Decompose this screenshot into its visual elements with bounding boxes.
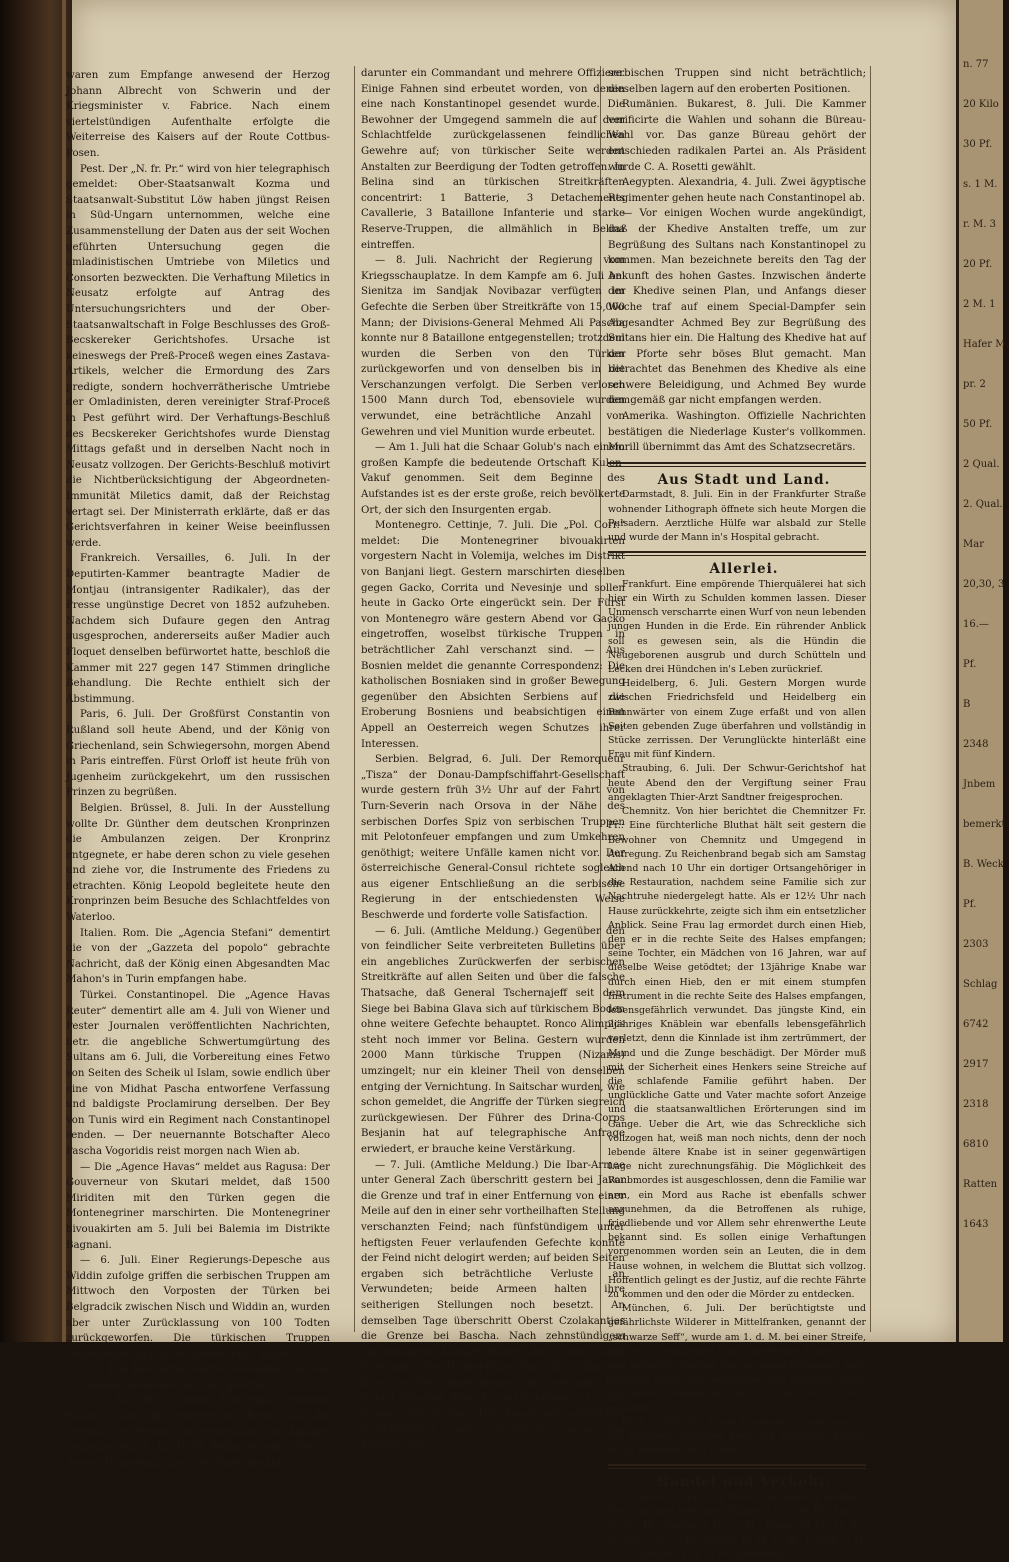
adjacent-page-fragment: 1643 xyxy=(963,1219,989,1230)
adjacent-page-fragment: 50 Pf. xyxy=(963,419,993,430)
article-paragraph: Bern, 7. Juli. Bei einem Eisenbahn-Zusammenstoß bei Palezieur, zwischen Bern und Lausanne, kamen sechs Personen um's Leben. xyxy=(608,1416,866,1457)
column-2 xyxy=(361,66,625,1452)
article-paragraph: — Die „Agence Havas“ meldet aus Ragusa: Der Gouverneur von Skutari meldet, daß 1500 Miriditen mit den Türken gegen die Montenegriner marschirten. Die Montenegriner bivouakirten am 5. Juli bei Balemia im Distrikte Bagnani. xyxy=(66,1161,330,1251)
adjacent-page-fragment: Mar xyxy=(963,539,984,550)
adjacent-page-fragment: B. Weck xyxy=(963,859,1004,870)
adjacent-page-fragment: Hafer M. xyxy=(963,339,1009,350)
section-title-handel-und-verkehr: Handel und Verkehr. xyxy=(656,1474,832,1491)
article-paragraph: Belgien. Brüssel, 8. Juli. In der Ausstellung wollte Dr. Günther dem deutschen Kronprinzen die Ambulanzen zeigen. Der Kronprinz entgegnete, er habe deren schon zu viele gesehen und ziehe vor, die Instrumente des Friedens zu betrachten. König Leopold begleitete heute den Kronprinzen beim Besuche des Schlachtfeldes von Waterloo. xyxy=(66,802,330,924)
column-3 xyxy=(608,66,866,1560)
adjacent-page-fragment: bemerkt xyxy=(963,819,1006,830)
article-paragraph: — 8. Juli. Nach einem Telegramm Mukhtar Pascha's über die Gefechte bei Belina sind die Verluste des Feindes viel erheblicher, als Anfangs geglaubt wurde. Im Dorfe Belina wurden 200, in dessen Umgebung über 700 Todte gezählt, xyxy=(66,1395,330,1469)
adjacent-page-fragment: s. 1 M. xyxy=(963,179,998,190)
article-paragraph: serbischen Truppen sind nicht beträchtlich; dieselben lagern auf den eroberten Positionen. xyxy=(608,68,866,95)
article-paragraph: darunter ein Commandant und mehrere Offiziere. Einige Fahnen sind erbeutet worden, von denen eine nach Konstantinopel gesendet wurde. Die Bewohner der Umgegend sammeln die auf dem Schlachtfelde zurückgelassenen feindlichen Gewehre auf; von türkischer Seite werden Anstalten zur Beerdigung der Todten getroffen. In Belina sind an türkischen Streitkräften concentrirt: 1 Batterie, 3 Detachements Cavallerie, 3 Bataillone Infanterie und starke Reserve-Truppen, die allmählich in Belina eintreffen. xyxy=(361,68,625,251)
article-paragraph: Montenegro. Cettinje, 7. Juli. Die „Pol. Corr.“ meldet: Die Montenegriner bivouakirten vorgestern Nacht in Volemija, welches im Distrikt von Banjani liegt. Gestern marschirten dieselben gegen Gacko, Corrita und Nevesinje und sollen heute in Gacko Orte eingerückt sein. Der Fürst von Montenegro wäre gestern Abend vor Gacko eingetroffen, woselbst türkische Truppen in beträchtlicher Zahl verschanzt sind. — Aus Bosnien meldet die genannte Correspondenz: Die katholischen Bosniaken sind in großer Bewegung gegenüber den Absichten Serbiens auf die Eroberung Bosniens und beabsichtigen einen Appell an Oesterreich wegen Schutzes ihrer Interessen. xyxy=(361,520,625,750)
adjacent-page-fragment: 20 Kilo xyxy=(963,99,999,110)
article-paragraph: Italien. Rom. Die „Agencia Stefani“ dementirt die von der „Gazzeta del popolo“ gebrachte Nachricht, daß der König einen Abgesandten Mac Mahon's in Turin empfangen habe. xyxy=(66,927,330,986)
adjacent-page-fragment: 20 Pf. xyxy=(963,259,993,270)
article-paragraph: Darmstadt, 8. Juli. Ein in der Frankfurter Straße wohnender Lithograph öffnete sich heute Morgen die Pulsadern. Aerztliche Hülfe war alsbald zur Stelle und wurde der Mann in's Hospital gebracht. xyxy=(608,489,866,544)
adjacent-page-fragment: Jnbem xyxy=(963,779,996,790)
adjacent-page-fragment: Pf. xyxy=(963,899,977,910)
adjacent-page-fragment: Ratten xyxy=(963,1179,998,1190)
column-divider xyxy=(354,66,355,1332)
article-paragraph: Pest. Der „N. fr. Pr.“ wird von hier telegraphisch gemeldet: Ober-Staatsanwalt Kozma und Staatsanwalt-Substitut Löw haben jüngst Reisen in Süd-Ungarn unternommen, welche eine Zusammenstellung der Daten aus der seit Wochen geführten Untersuchung gegen die omladinistischen Umtriebe von Miletics und Consorten bezweckten. Die Verhaftung Miletics in Neusatz erfolgte auf Antrag des Untersuchungsrichters und der Ober-Staatsanwaltschaft in Folge Beschlusses des Groß-Becskereker Gerichtshofes. Ursache ist keineswegs der Preß-Proceß wegen eines Zastava-Artikels, welcher die Ermordung des Zars predigte, sondern hochverrätherische Umtriebe der Omladinisten, deren vereinigter Straf-Proceß in Pest geführt wird. Der Verhaftungs-Beschluß des Becskereker Gerichtshofes wurde Dienstag Mittags gefaßt und in derselben Nacht noch in Neusatz vollzogen. Der Gerichts-Beschluß motivirt die Nichtberücksichtigung der Abgeordneten-Immunität Miletics damit, daß der Reichstag vertagt sei. Der Ministerrath erklärte, daß er das Gerichtsverfahren in keiner Weise beeinflussen werde. xyxy=(66,163,330,549)
section-title-allerlei: Allerlei. xyxy=(709,561,779,578)
article-paragraph: — 8. Juli. Nachricht der Regierung vom Kriegsschauplatze. In dem Kampfe am 6. Juli bei Sienitza im Sandjak Novibazar verfügten im Gefechte die Serben über Streitkräfte von 15,000 Mann; der Divisions-General Mehmed Ali Pascha konnte nur 8 Bataillone entgegenstellen; trotzdem wurden die Serben von den Türken zurückgeworfen und von denselben bis in die Verschanzungen verfolgt. Die Serben verloren 1500 Mann durch Tod, ebensoviele wurden verwundet, eine beträchtliche Anzahl von Gewehren und viel Munition wurde erbeutet. xyxy=(361,255,625,438)
adjacent-page-fragment: 6742 xyxy=(963,1019,989,1030)
article-paragraph: Rumänien. Bukarest, 8. Juli. Die Kammer verificirte die Wahlen und sohann die Büreau-Wahl vor. Das ganze Büreau gehört der entschieden radikalen Partei an. Als Präsident wurde C. A. Rosetti gewählt. xyxy=(608,99,866,173)
adjacent-page-fragment: Schlag xyxy=(963,979,998,990)
article-paragraph: München, 6. Juli. Der berüchtigtste und gefährlichste Wilderer in Mittelfranken, genannt der „schwarze Seff“, wurde am 1. d. M. bei einer Streife, die von 6 Gendarmen und 3 berittenen Ulanen nach ihm angestellt worden war, in einem Kornacker nach heftigem Widerstand erschossen. Ein Gendarm wurde bei dieser Gelegenheit durch einen Schrotschuß verwundet. xyxy=(608,1303,866,1414)
article-paragraph: — 6. Juli. Einer Regierungs-Depesche aus Widdin zufolge griffen die serbischen Truppen am Mittwoch den Vorposten der Türken bei Belgradcik zwischen Nisch und Widdin an, wurden aber unter Zurücklassung von 100 Todten zurückgeworfen. Die türkischen Truppen concentriren sich zu entscheidender Aktion. xyxy=(66,1255,330,1360)
article-paragraph: Aegypten. Alexandria, 4. Juli. Zwei ägyptische Regimenter gehen heute nach Constantinopel ab. xyxy=(608,177,866,204)
adjacent-page-fragment: 16.— xyxy=(963,619,989,630)
article-paragraph: — Am 1. Juli hat die Schaar Golub's nach einem großen Kampfe die bedeutende Ortschaft Kulen-Vakuf genommen. Seit dem Beginne des Aufstandes ist es der erste große, reich bevölkerte Ort, der sich den Insurgenten ergab. xyxy=(361,442,625,516)
adjacent-page-fragment: 2318 xyxy=(963,1099,989,1110)
adjacent-page-fragment: 2. Qual. xyxy=(963,499,1003,510)
article-paragraph: Grünberg, 8. Juli. Die Preise auf unserem heutigen Fruchtmarkte betragen: Waizen 11 M. 84 Pf.; Korn 9 M. 87 Pf.; Gerste 9 M. — Pf.; Hafer 10 M. 19 Pf.; Molter — M. — Pf.; Erbsen 10 M. 13 Pf.; Linsen — M. — Pf.; Samen 14 M. — Pf.; Kartoffeln xyxy=(608,1492,866,1560)
adjacent-page-fragment: 6810 xyxy=(963,1139,989,1150)
adjacent-page-fragment: 2348 xyxy=(963,739,989,750)
adjacent-page-fragment: 30 Pf. xyxy=(963,139,993,150)
adjacent-page-fragment: 20,30, 3 xyxy=(963,579,1005,590)
column-divider xyxy=(870,66,871,1332)
adjacent-page-fragment: r. M. 3 xyxy=(963,219,996,230)
article-paragraph: waren zum Empfange anwesend der Herzog Johann Albrecht von Schwerin und der Kriegsminister v. Fabrice. Nach einem viertelstündigen Aufenthalte erfolgte die Weiterreise des Kaisers auf der Route Cottbus-Posen. xyxy=(66,70,330,159)
article-paragraph: — 7. Juli. (Amtliche Meldung.) Die Ibar-Armee unter General Zach überschritt gestern bei Javor die Grenze und traf in einer Entfernung von einer Meile auf den in einer sehr vortheilhaften Stellung verschanzten Feind; nach fünfstündigem unter heftigsten Feuer verlaufenden Gefechte konnte der Feind nicht delogirt werden; auf beiden Seiten ergaben sich beträchtliche Verluste an Verwundeten; beide Armeen halten ihre seitherigen Stellungen noch besetzt. An demselben Tage überschritt Oberst Czolakanties die Grenze bei Bascha. Nach zehnstündigem hartnäckigem Kampfe flohen die Türken nach Novibazar. Die Türken-Kulas Raschka, Golia und Borca wurden eingenommen und verbrannt. Das Gebiet zwischen Raschka und Novibazar ist in der Gewalt der Serben. Das Feuer der serbischen Berg-Batterien erwies sich äußerst wirksam. Die Verluste der xyxy=(361,1159,625,1452)
article-paragraph: Serbien. Belgrad, 6. Juli. Der Remorqueur „Tisza“ der Donau-Dampfschiffahrt-Gesellschaft wurde gestern früh 3½ Uhr auf der Fahrt von Turn-Severin nach Orsova in der Nähe des serbischen Dorfes Spiz von serbischen Truppen mit Pelotonfeuer empfangen und zum Umkehren genöthigt; weitere Unfälle kamen nicht vor. Der österreichische General-Consul richtete sogleich aus eigener Entschließung an die serbische Regierung in der entschiedensten Weise Beschwerde und forderte volle Satisfaction. xyxy=(361,754,625,922)
adjacent-page-fragment: pr. 2 xyxy=(963,379,986,390)
adjacent-page-edge xyxy=(956,0,1009,1342)
adjacent-page-fragment: 2917 xyxy=(963,1059,989,1070)
article-paragraph: Türkei. Constantinopel. Die „Agence Havas Reuter“ dementirt alle am 4. Juli von Wiener und Pester Journalen veröffentlichten Nachrichten, betr. die angebliche Schwertumgürtung des Sultans am 6. Juli, die Vorbereitung eines Fetwo von Seiten des Scheik ul Islam, sowie endlich über eine von Midhat Pascha entworfene Verfassung und baldigste Proclamirung derselben. Der Bey von Tunis wird ein Regiment nach Constantinopel senden. — Der neuernannte Botschafter Aleco Pascha Vogoridis reist morgen nach Wien ab. xyxy=(66,990,330,1157)
article-paragraph: Amerika. Washington. Offizielle Nachrichten bestätigen die Niederlage Kuster's vollkommen. Morill übernimmt das Amt des Schatzsecretärs. xyxy=(608,411,866,454)
article-paragraph: Frankfurt. Eine empörende Thierquälerei hat sich hier ein Wirth zu Schulden kommen lassen. Dieser Unmensch verscharrte einen Wurf von neun lebenden jungen Hunden in die Erde. Ein rührender Anblick soll es gewesen sein, als die Hündin die Neugeborenen ausgrub und durch Schütteln und Lecken drei Hündchen in's Leben zurückrief. xyxy=(608,578,866,676)
article-paragraph: Straubing, 6. Juli. Der Schwur-Gerichtshof hat heute Abend den der Vergiftung seiner Frau angeklagten Thier-Arzt Sandtner freigesprochen. xyxy=(608,763,866,803)
article-paragraph: Heidelberg, 6. Juli. Gestern Morgen wurde zwischen Friedrichsfeld und Heidelberg ein Bahnwärter von einem Zuge erfaßt und von allen Seiten gebenden Zuge überfahren und vollständig in Stücke zerrissen. Der Verunglückte hinterläßt eine Frau mit fünf Kindern. xyxy=(608,678,866,761)
adjacent-page-fragment: B xyxy=(963,699,971,710)
article-paragraph: Paris, 6. Juli. Der Großfürst Constantin von Rußland soll heute Abend, und der König von Griechenland, sein Schwiegersohn, morgen Abend in Paris eintreffen. Fürst Orloff ist heute früh von Jugenheim zurückgekehrt, um den russischen Prinzen zu begrüßen. xyxy=(66,709,330,799)
adjacent-page-fragments xyxy=(959,56,1009,1234)
adjacent-page-fragment: n. 77 xyxy=(963,59,989,70)
book-binding xyxy=(0,0,72,1342)
adjacent-page-fragment: 2 Qual. xyxy=(963,459,1000,470)
section-title-stadt-und-land: Aus Stadt und Land. xyxy=(657,471,831,488)
column-1 xyxy=(66,68,330,1469)
article-paragraph: Chemnitz. Von hier berichtet die Chemnitzer Fr. Pr.: Eine fürchterliche Bluthat hält seit gestern die Bewohner von Chemnitz und Umgegend in Aufregung. Zu Reichenbrand begab sich am Samstag Abend nach 10 Uhr ein dortiger Ortsangehöriger in die Restauration, nachdem seine Familie sich zur Nachtruhe niedergelegt hatte. Als er 12½ Uhr nach Hause zurückkehrte, zeigte sich ihm ein entsetzlicher Anblick. Seine Frau lag ermordet durch einen Hieb, den er in die rechte Seite des Halses empfangen; seine Tochter, ein Mädchen von 16 Jahren, war auf dieselbe Weise getödtet; der 13jährige Knabe war durch einen Hieb, den er mit einem stumpfen Instrument in die rechte Seite des Halses empfangen, lebensgefährlich verwundet. Das jüngste Kind, ein 2jähriges Knäblein war ebenfalls lebensgefährlich verletzt, denn die Kinnlade ist ihm zertrümmert, der Mund und die Zunge beschädigt. Der Mörder muß mit der Sicherheit eines Henkers seine Streiche auf die schlafende Familie geführt haben. Der unglückliche Gatte und Vater machte sofort Anzeige und die staatsanwaltlichen Erörterungen sind im Gange. Ueber die Art, wie das Schreckliche sich vollzogen hat, weiß man noch nichts, denn der noch lebende ältere Knabe ist in seiner gegenwärtigen Lage nicht zurechnungsfähig. Die Möglichkeit des Raubmordes ist ausgeschlossen, denn die Familie war arm, ein Mord aus Rache ist ebenfalls schwer anzunehmen, da die Betroffenen als ruhige, friedliebende und vor Allem sehr ehrenwerthe Leute bekannt sind. Es sollen einige Verhaftungen vorgenommen worden sein an Leuten, die in dem Hause wohnen, in welchem die Bluttat sich vollzog. Hoffentlich gelingt es der Justiz, auf die rechte Fährte zu kommen und den oder die Mörder zu entdecken. xyxy=(608,806,866,1300)
adjacent-page-fragment: Pf. xyxy=(963,659,977,670)
article-paragraph: — 7. Juli. Die Softas werden bewaffnet und auf ihr eigenes Verlangen ins Feld geschickt. xyxy=(66,1364,330,1391)
adjacent-page-fragment: 2303 xyxy=(963,939,989,950)
article-paragraph: — Vor einigen Wochen wurde angekündigt, daß der Khedive Anstalten treffe, um zur Begrüßung des Sultans nach Konstantinopel zu kommen. Man bezeichnete bereits den Tag der Ankunft des hohen Gastes. Inzwischen änderte der Khedive seinen Plan, und Anfangs dieser Woche traf auf einem Special-Dampfer sein Abgesandter Achmed Bey zur Begrüßung des Sultans hier ein. Die Haltung des Khedive hat auf der Pforte sehr böses Blut gemacht. Man betrachtet das Benehmen des Khedive als eine schwere Beleidigung, und Achmed Bey wurde demgemäß gar nicht empfangen werden. xyxy=(608,208,866,407)
adjacent-page-fragment: 2 M. 1 xyxy=(963,299,996,310)
article-paragraph: — 6. Juli. (Amtliche Meldung.) Gegenüber den von feindlicher Seite verbreiteten Bulletins über ein angebliches Zurückwerfen der serbischen Streitkräfte auf allen Seiten und über die falsche Thatsache, daß General Tschernajeff seit dem Siege bei Babina Glava sich auf türkischem Boden ohne weitere Gefechte behauptet. Ronco Alimpics steht noch immer vor Belina. Gestern wurden 2000 Mann türkische Truppen (Nizams) umzingelt; nur ein kleiner Theil von denselben entging der Vernichtung. In Saitschar wurden, wie schon gemeldet, die Angriffe der Türken siegreich zurückgewiesen. Der Führer des Drina-Corps Besjanin hat auf telegraphische Anfrage erwiedert, er brauche keine Verstärkung. xyxy=(361,925,625,1155)
article-paragraph: Frankreich. Versailles, 6. Juli. In der Deputirten-Kammer beantragte Madier de Montjau (intransigenter Radikaler), das der Presse ungünstige Decret von 1852 aufzuheben. Nachdem sich Dufaure gegen den Antrag ausgesprochen, andererseits außer Madier auch Floquet denselben befürwortet hatte, beschloß die Kammer mit 227 gegen 147 Stimmen dringliche Behandlung. Die Rechte enthielt sich der Abstimmung. xyxy=(66,553,330,705)
